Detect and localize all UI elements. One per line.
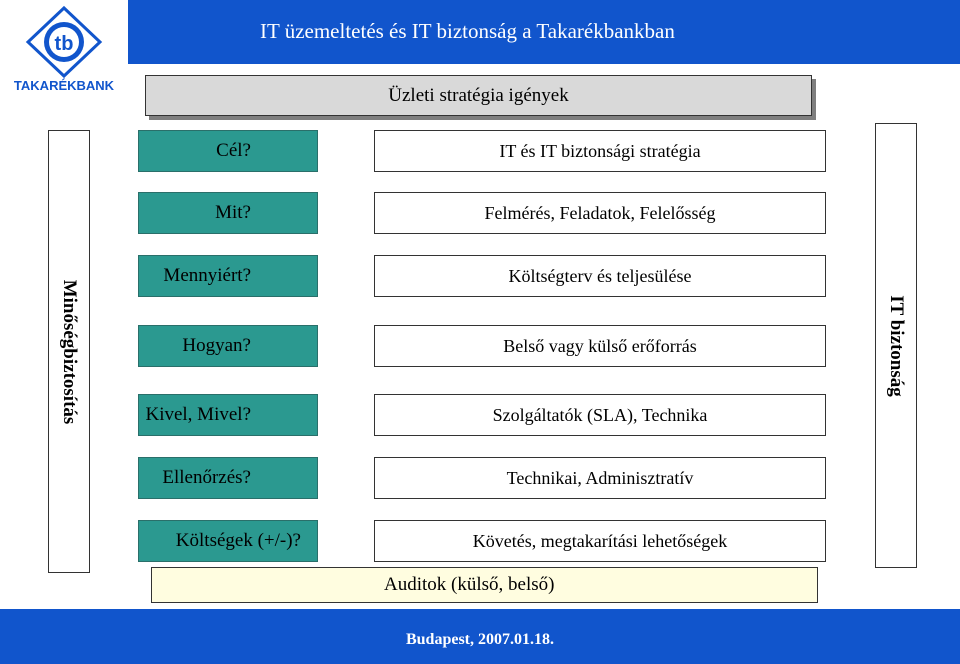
logo-text: TAKARÉKBANK	[13, 78, 115, 93]
footer-bar	[0, 609, 960, 664]
answer-strategy	[374, 130, 826, 172]
question-mennyiert	[138, 255, 318, 297]
it-security-bar	[875, 123, 917, 568]
question-kivel-mivel	[138, 394, 318, 436]
answer-resources	[374, 325, 826, 367]
business-strategy-box	[145, 75, 812, 116]
question-hogyan	[138, 325, 318, 367]
question-cel	[138, 130, 318, 172]
question-mit-label: Mit?	[215, 202, 251, 223]
question-mennyiert-label: Mennyiért?	[163, 265, 251, 286]
audits-box	[151, 567, 818, 603]
answer-strategy-label: IT és IT biztonsági stratégia	[499, 140, 701, 161]
question-kivel-mivel-label: Kivel, Mivel?	[145, 404, 251, 425]
page-title: IT üzemeltetés és IT biztonság a Takarékbankban	[260, 19, 675, 43]
takarekbank-logo-icon	[0, 0, 128, 80]
footer-date: Budapest, 2007.01.18.	[405, 631, 555, 648]
quality-assurance-label: Minőségbiztosítás	[59, 279, 80, 424]
answer-resources-label: Belső vagy külső erőforrás	[503, 335, 697, 356]
question-mit	[138, 192, 318, 234]
question-ellenorzes-label: Ellenőrzés?	[162, 467, 251, 488]
logo	[0, 0, 128, 108]
answer-budget-label: Költségterv és teljesülése	[508, 265, 692, 286]
answer-providers-label: Szolgáltatók (SLA), Technika	[492, 404, 708, 425]
answer-control	[374, 457, 826, 499]
answer-tracking	[374, 520, 826, 562]
answer-tracking-label: Követés, megtakarítási lehetőségek	[472, 530, 728, 551]
question-hogyan-label: Hogyan?	[182, 335, 251, 356]
question-ellenorzes	[138, 457, 318, 499]
quality-assurance-bar	[48, 130, 90, 573]
answer-assessment-label: Felmérés, Feladatok, Felelősség	[484, 202, 716, 223]
logo-initials: tb	[54, 33, 74, 55]
header-bar	[0, 0, 960, 64]
answer-budget	[374, 255, 826, 297]
answer-assessment	[374, 192, 826, 234]
audits-label: Auditok (külső, belső)	[384, 574, 555, 595]
answer-control-label: Technikai, Adminisztratív	[506, 467, 694, 488]
business-strategy-label: Üzleti stratégia igények	[388, 84, 569, 106]
question-cel-label: Cél?	[216, 140, 251, 161]
question-koltsegek-label: Költségek (+/-)?	[175, 530, 301, 551]
it-security-label: IT biztonság	[886, 294, 907, 397]
answer-providers	[374, 394, 826, 436]
question-koltsegek	[138, 520, 318, 562]
